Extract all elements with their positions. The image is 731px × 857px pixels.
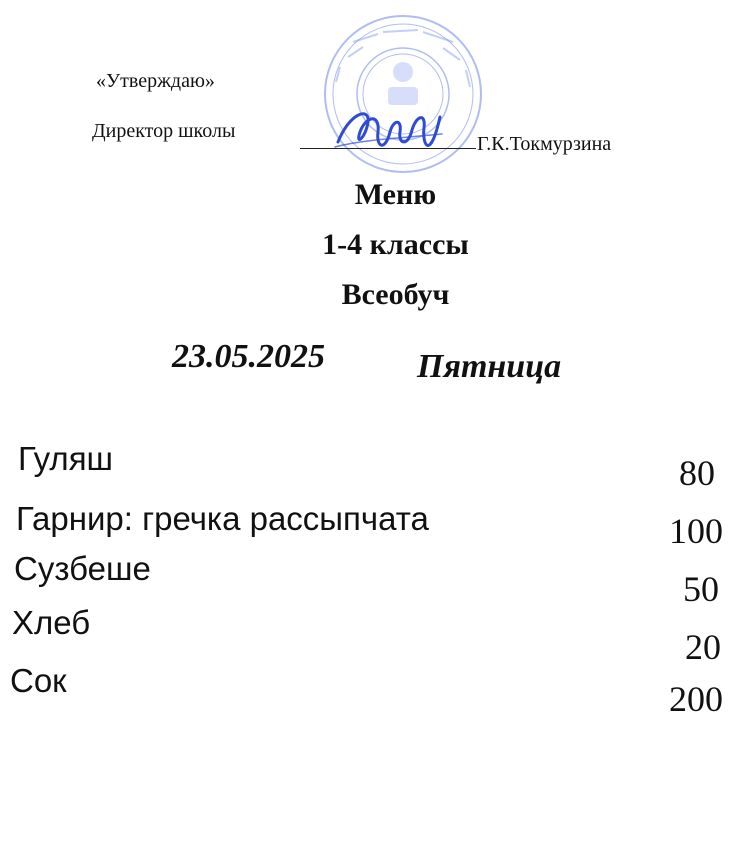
menu-item-qty: 50 [683, 569, 719, 609]
director-name: Г.К.Токмурзина [477, 133, 612, 155]
menu-item-qty: 100 [669, 511, 723, 551]
menu-item-qty: 200 [669, 679, 723, 719]
menu-weekday: Пятница [417, 348, 562, 385]
program-title: Всеобуч [341, 278, 450, 311]
menu-item-name: Сузбеше [14, 550, 151, 587]
menu-item-name: Хлеб [12, 604, 91, 641]
director-label: Директор школы [92, 120, 236, 142]
menu-item-name: Гуляш [18, 440, 114, 477]
menu-item-qty: 80 [679, 453, 715, 493]
menu-date: 23.05.2025 [172, 338, 325, 375]
director-signature [330, 92, 450, 172]
signature-line [300, 148, 476, 149]
approval-label: «Утверждаю» [96, 70, 215, 92]
menu-title: Меню [354, 178, 437, 211]
menu-item-name: Сок [10, 662, 67, 699]
grade-title: 1-4 классы [322, 228, 469, 261]
menu-item-qty: 20 [685, 627, 721, 667]
menu-item-name: Гарнир: гречка рассыпчата [16, 500, 429, 537]
